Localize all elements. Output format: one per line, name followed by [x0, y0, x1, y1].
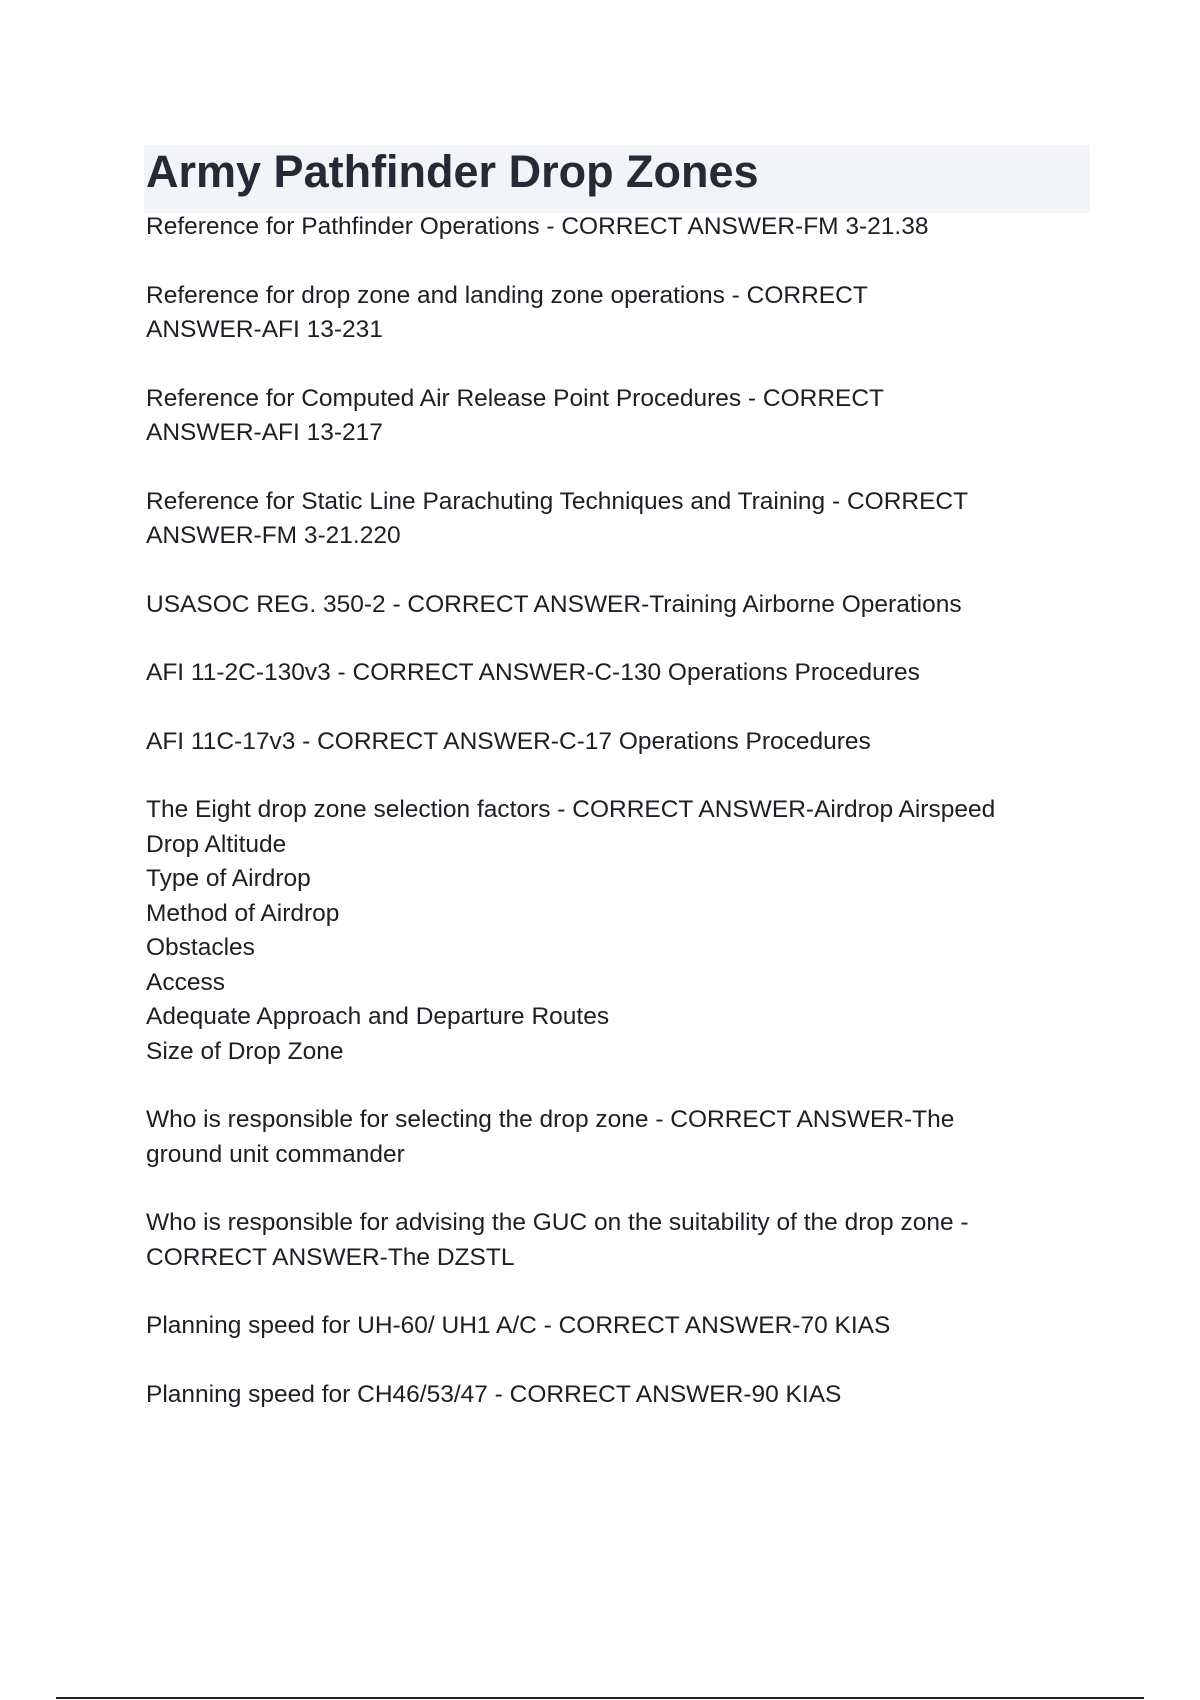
qa-entry-line: Reference for Static Line Parachuting Techniques and Training - CORRECT	[146, 487, 969, 515]
qa-entry	[146, 279, 1096, 348]
qa-entry-line: Drop Altitude	[146, 830, 287, 858]
qa-entry-line: Adequate Approach and Departure Routes	[146, 1003, 610, 1030]
qa-list	[146, 210, 1096, 1446]
qa-entry-line: Planning speed for UH-60/ UH1 A/C - CORRECT ANSWER-70 KIAS	[146, 1312, 891, 1339]
qa-entry	[146, 382, 1096, 451]
qa-entry-line: Who is responsible for advising the GUC on the suitability of the drop zone -	[146, 1209, 969, 1236]
qa-entry	[146, 210, 1096, 245]
qa-entry-line: USASOC REG. 350-2 - CORRECT ANSWER-Training Airborne Operations	[146, 590, 962, 618]
qa-entry-line: Reference for drop zone and landing zone operations - CORRECT	[146, 281, 868, 309]
qa-entry-line: ANSWER-AFI 13-231	[146, 316, 383, 343]
qa-entry	[146, 656, 1096, 691]
qa-entry	[146, 1103, 1096, 1172]
qa-entry-line: AFI 11-2C-130v3 - CORRECT ANSWER-C-130 Operations Procedures	[146, 659, 920, 686]
qa-entry-line: ANSWER-AFI 13-217	[146, 419, 383, 446]
qa-entry-line: Reference for Computed Air Release Point Procedures - CORRECT	[146, 384, 885, 412]
qa-entry	[146, 485, 1096, 554]
qa-entry	[146, 1309, 1096, 1344]
qa-entry	[146, 725, 1096, 760]
qa-entry-line: The Eight drop zone selection factors - CORRECT ANSWER-Airdrop Airspeed	[146, 796, 996, 823]
footer-divider	[56, 1697, 1144, 1699]
qa-entry-line: AFI 11C-17v3 - CORRECT ANSWER-C-17 Operations Procedures	[146, 727, 871, 755]
qa-entry-line: Reference for Pathfinder Operations - CORRECT ANSWER-FM 3-21.38	[146, 213, 929, 240]
qa-entry-line: Planning speed for CH46/53/47 - CORRECT ANSWER-90 KIAS	[146, 1380, 842, 1408]
qa-entry-line: ground unit commander	[146, 1140, 405, 1168]
qa-entry	[146, 588, 1096, 623]
qa-entry-line: Type of Airdrop	[146, 865, 311, 892]
qa-entry	[146, 793, 1096, 1069]
qa-entry-line: Who is responsible for selecting the drop zone - CORRECT ANSWER-The	[146, 1106, 955, 1133]
qa-entry	[146, 1206, 1096, 1275]
qa-entry-line: CORRECT ANSWER-The DZSTL	[146, 1243, 515, 1271]
qa-entry-line: Size of Drop Zone	[146, 1037, 344, 1065]
qa-entry-line: Method of Airdrop	[146, 899, 340, 927]
page-title: Army Pathfinder Drop Zones	[146, 146, 759, 197]
qa-entry-line: Access	[146, 968, 225, 996]
qa-entry-line: ANSWER-FM 3-21.220	[146, 522, 401, 549]
qa-entry	[146, 1378, 1096, 1413]
qa-entry-line: Obstacles	[146, 934, 255, 961]
